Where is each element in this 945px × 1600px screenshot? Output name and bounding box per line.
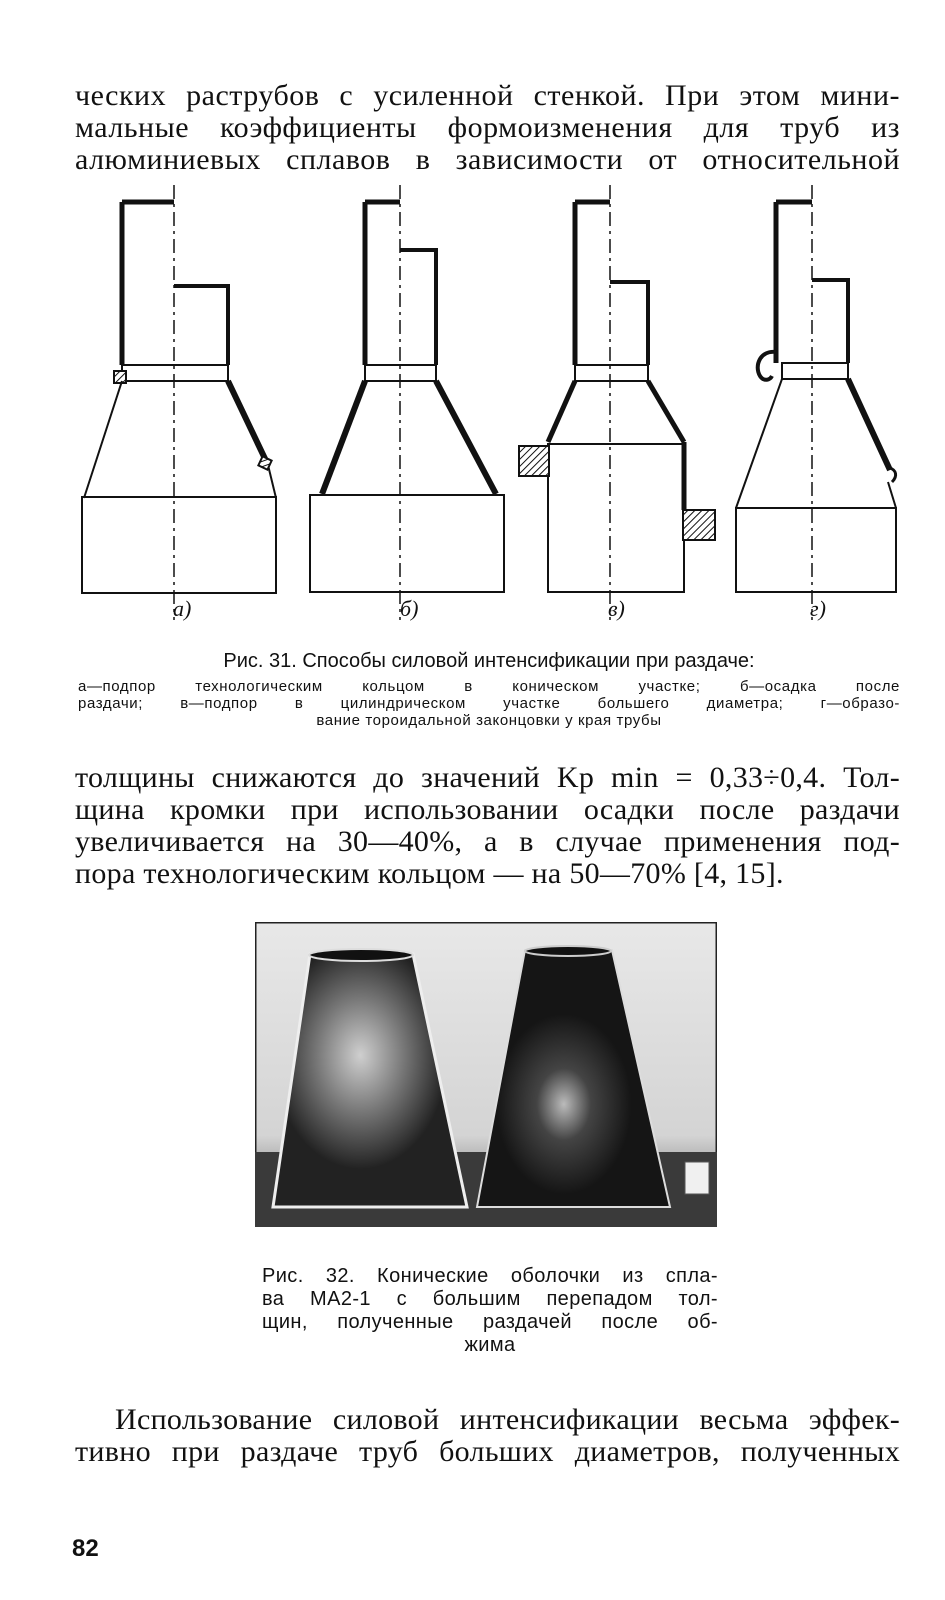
diagram-b [310, 185, 504, 620]
caption-line: жима [464, 1334, 516, 1356]
caption-line: раздачи; в—подпор в цилиндрическом участке большего диаметра; г—образо- [78, 695, 900, 712]
text-line: увеличивается на 30—40%, а в случае применения под- [75, 825, 900, 858]
paragraph-top [75, 80, 900, 176]
figure-label-a: а) [173, 596, 192, 621]
figure-label-b: б) [400, 596, 419, 621]
figure-label-d: г) [810, 596, 826, 621]
figure-label-c: в) [608, 596, 625, 621]
text-line: толщины снижаются до значений Kp min = 0,33÷0,4. Тол- [75, 761, 900, 794]
figure-31-caption-body [78, 678, 900, 729]
figure-31-drawing [70, 180, 910, 640]
diagram-d [736, 185, 896, 620]
figure-31-caption [78, 648, 900, 729]
diagram-c [519, 185, 715, 620]
figure-32-caption [262, 1265, 718, 1357]
text-line: щина кромки при использовании осадки после раздачи [75, 793, 900, 826]
text-line: тивно при раздаче труб больших диаметров, полученных [75, 1435, 900, 1468]
caption-line: вание тороидальной законцовки у края трубы [316, 712, 662, 729]
text-line: пора технологическим кольцом — на 50—70% [4, 15]. [75, 857, 784, 890]
figure-31-caption-title: Рис. 31. Способы силовой интенсификации при раздаче: [223, 650, 755, 672]
caption-line: а—подпор технологическим кольцом в коническом участке; б—осадка после [78, 678, 900, 695]
figure-32-photo [255, 922, 717, 1227]
diagram-a [82, 185, 276, 620]
text-line: алюминиевых сплавов в зависимости от относительной [75, 143, 900, 176]
caption-line: щин, полученные раздачей после об- [262, 1311, 718, 1333]
page-number: 82 [72, 1535, 99, 1562]
text-line: Использование силовой интенсификации весьма эффек- [115, 1403, 900, 1436]
text-line: мальные коэффициенты формоизменения для труб из [75, 111, 900, 144]
paragraph-bottom [75, 1404, 900, 1468]
text-line: ческих раструбов с усиленной стенкой. При этом мини- [75, 79, 900, 112]
caption-line: Рис. 32. Конические оболочки из спла- [262, 1265, 718, 1287]
caption-line: ва МА2-1 с большим перепадом тол- [262, 1288, 718, 1310]
paragraph-middle [75, 762, 900, 890]
